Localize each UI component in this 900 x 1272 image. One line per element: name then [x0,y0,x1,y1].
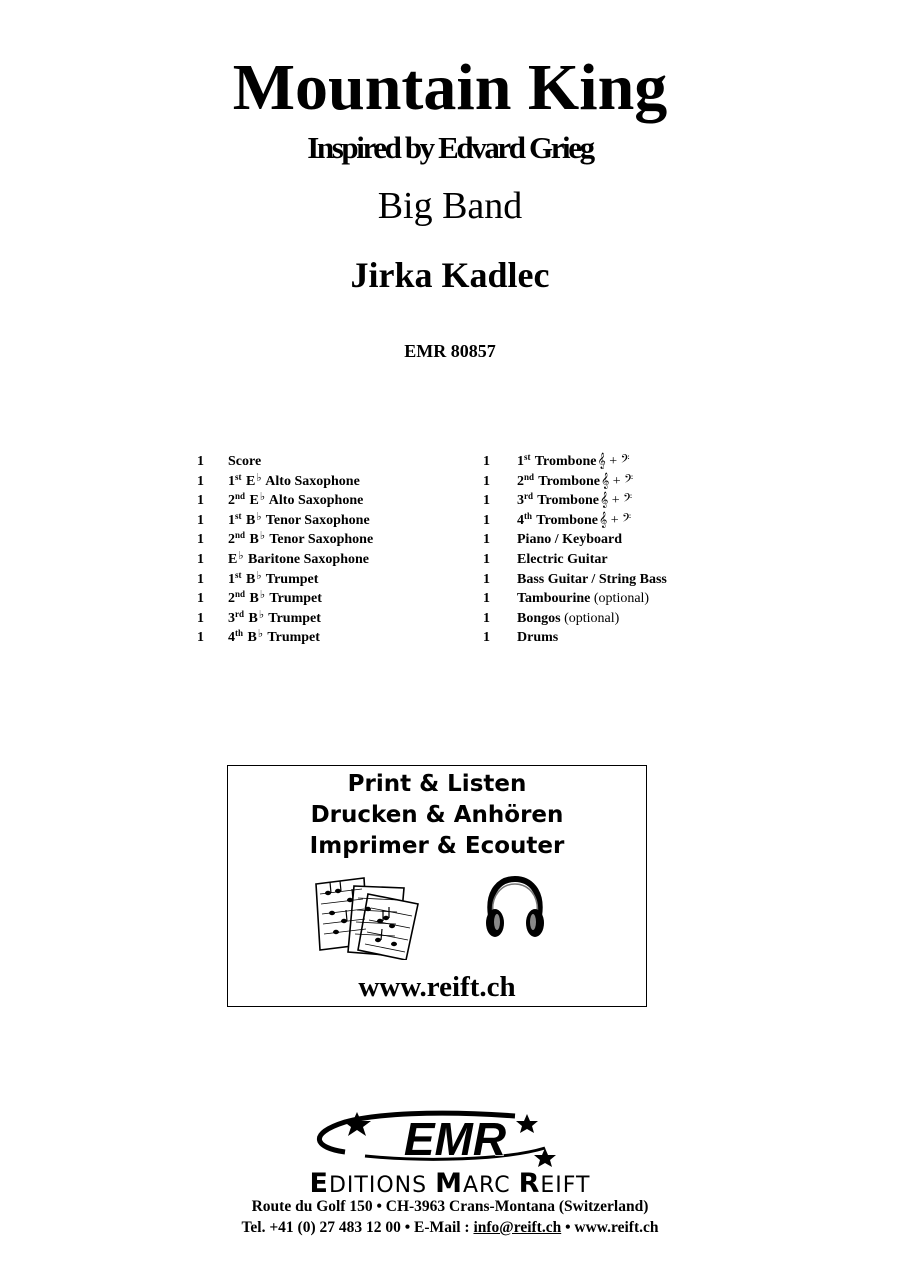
part-instrument: Baritone Saxophone [248,551,370,567]
part-quantity: 1 [197,630,204,646]
part-ordinal: 1 [228,512,235,528]
contact-phone: Tel. +41 (0) 27 483 12 00 • E-Mail : [241,1219,474,1236]
part-name [228,530,373,550]
part-ordinal-suffix: st [235,510,242,521]
emr-logo [305,1108,560,1170]
publisher-contact [0,1218,900,1238]
part-instrument: Trombone [536,512,598,528]
part-name [517,530,622,550]
part-name [228,550,369,570]
part-quantity: 1 [483,610,490,626]
part-ordinal: 3 [228,610,235,626]
flat-symbol: ♭ [257,628,264,641]
score-subtitle: Inspired by Edvard Grieg [307,130,593,165]
part-quantity: 1 [483,532,490,548]
part-ordinal-suffix: nd [235,491,246,502]
part-name [228,628,320,648]
part-instrument: Trumpet [267,630,320,646]
part-instrument: Trombone [537,493,599,509]
part-instrument: Trumpet [269,591,322,607]
part-key: B [246,512,256,528]
part-instrument: Trumpet [265,571,319,587]
part-quantity: 1 [483,630,490,646]
part-key: B [249,532,259,548]
part-key: B [247,630,257,646]
part-ordinal-suffix: th [235,628,244,639]
part-instrument: Alto Saxophone [265,473,360,489]
promo-line-german: Drucken & Anhören [310,802,564,828]
print-listen-box [227,765,647,1007]
part-quantity: 1 [483,512,490,528]
part-quantity: 1 [197,591,204,607]
part-instrument: Piano / Keyboard [517,532,623,548]
part-name [517,550,608,570]
publisher-address: Route du Golf 150 • CH-3963 Crans-Montana (Switzerland) [251,1198,649,1215]
promo-line-english: Print & Listen [347,771,527,797]
publisher-initial-e: E [309,1168,329,1199]
part-quantity: 1 [197,532,204,548]
part-key: B [248,610,258,626]
part-name [228,589,322,609]
part-quantity: 1 [197,551,204,567]
clef-icons: 𝄞 + 𝄢 [599,493,633,509]
part-ordinal: 4 [517,512,524,528]
publisher-name [0,1170,900,1200]
part-instrument: Bongos [517,610,561,626]
part-instrument: Tenor Saxophone [265,512,370,528]
part-ordinal: 3 [517,493,524,509]
part-quantity: 1 [197,571,204,587]
part-name [517,491,632,511]
catalog-code: EMR 80857 [404,341,496,361]
part-quantity: 1 [483,591,490,607]
sheet-music-icon [308,874,420,960]
part-quantity: 1 [483,551,490,567]
part-ordinal: 2 [228,591,235,607]
clef-icons: 𝄞 + 𝄢 [598,512,632,528]
part-instrument: Score [228,454,262,469]
part-ordinal-suffix: rd [524,491,533,502]
flat-symbol: ♭ [256,569,262,582]
part-key: B [249,591,259,607]
part-quantity: 1 [197,512,204,528]
part-ordinal-suffix: th [524,510,533,521]
part-name [517,589,649,609]
publisher-word-marc: ARC [462,1173,519,1198]
part-ordinal-suffix: rd [235,608,244,619]
publisher-word-reift: EIFT [540,1173,591,1198]
part-ordinal-suffix: st [235,569,242,580]
part-quantity: 1 [197,493,204,509]
part-name [228,491,363,511]
flat-symbol: ♭ [258,608,265,621]
part-ordinal: 2 [228,532,235,548]
part-ordinal: 1 [228,571,235,587]
part-name [517,609,619,629]
part-quantity: 1 [483,493,490,509]
part-ordinal: 2 [228,493,235,509]
flat-symbol: ♭ [259,530,266,543]
part-quantity: 1 [483,454,490,469]
flat-symbol: ♭ [259,589,266,602]
headphones-icon [483,876,547,942]
part-optional-note: (optional) [593,591,650,607]
part-name [228,452,261,472]
part-name [517,452,630,472]
part-quantity: 1 [483,571,490,587]
part-ordinal: 2 [517,473,524,489]
contact-email-link[interactable]: info@reift.ch [473,1219,562,1236]
part-instrument: Drums [517,630,559,646]
flat-symbol: ♭ [259,491,266,504]
part-quantity: 1 [197,454,204,469]
part-name [228,570,318,590]
part-name [228,511,370,531]
part-key: E [249,493,259,509]
part-instrument: Bass Guitar / String Bass [517,571,667,587]
part-instrument: Trombone [534,454,597,469]
publisher-initial-r: R [518,1168,541,1199]
part-instrument: Trombone [538,473,600,489]
part-optional-note: (optional) [564,610,620,626]
clef-icons: 𝄞 + 𝄢 [600,473,634,489]
flat-symbol: ♭ [238,549,244,562]
part-ordinal-suffix: nd [235,589,246,600]
part-name [517,511,631,531]
part-instrument: Tenor Saxophone [269,532,374,548]
publisher-word-editions: DITIONS [328,1173,436,1198]
promo-website-link[interactable]: www.reift.ch [358,971,516,1003]
part-ordinal-suffix: st [524,452,531,462]
part-name [517,472,633,492]
part-quantity: 1 [483,473,490,489]
part-ordinal-suffix: nd [524,471,535,482]
contact-website: • www.reift.ch [561,1219,659,1236]
part-ordinal: 4 [228,630,235,646]
ensemble-genre: Big Band [377,185,523,227]
part-quantity: 1 [197,610,204,626]
part-ordinal-suffix: st [235,471,242,482]
part-ordinal: 1 [517,454,524,469]
logo-text: EMR [403,1113,507,1165]
part-name [517,570,667,590]
part-ordinal-suffix: nd [235,530,246,541]
part-instrument: Trumpet [268,610,321,626]
part-key: B [246,571,256,587]
score-title: Mountain King [232,51,668,124]
flat-symbol: ♭ [256,471,262,484]
part-name [228,472,360,492]
part-key: E [246,473,256,489]
composer-name: Jirka Kadlec [350,255,550,295]
part-name [228,609,321,629]
publisher-initial-m: M [435,1168,463,1199]
part-instrument: Alto Saxophone [268,493,364,509]
part-instrument: Tambourine [517,591,591,607]
promo-line-french: Imprimer & Ecouter [309,833,565,859]
part-name [517,628,558,648]
part-ordinal: 1 [228,473,235,489]
part-instrument: Electric Guitar [517,551,608,567]
part-key: E [228,551,238,567]
flat-symbol: ♭ [256,510,262,523]
clef-icons: 𝄞 + 𝄢 [597,454,630,469]
part-quantity: 1 [197,473,204,489]
